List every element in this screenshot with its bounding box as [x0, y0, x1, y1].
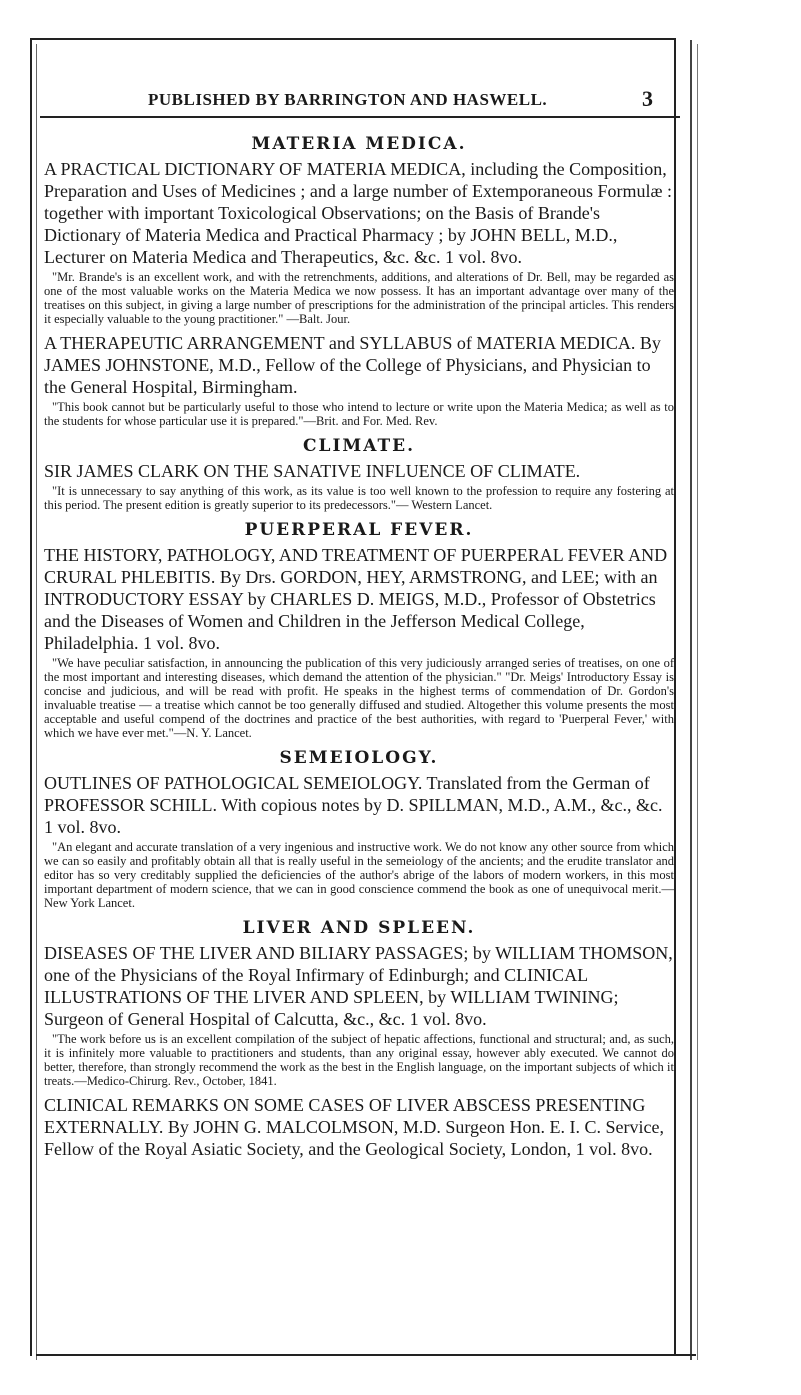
section-heading: MATERIA MEDICA. [251, 134, 467, 154]
book-review: "It is unnecessary to say anything of this work, as its value is too well known to the profession to require any fostering at this period. The present edition is greatly superior to its predecessors."— Western Lancet. [44, 484, 674, 512]
book-review: "This book cannot but be particularly useful to those who intend to lecture or write upon the Materia Medica; as well as to the students for whose particular use it is prepared."—Brit. and For. Med. Rev. [44, 400, 674, 428]
book-entry: CLINICAL REMARKS ON SOME CASES OF LIVER ABSCESS PRESENTING EXTERNALLY. By JOHN G. MALCOLMSON, M.D. Surgeon Hon. E. I. C. Service, Fellow of the Royal Asiatic Society, and the Geological Society, London, 1 vol. 8vo. [44, 1095, 665, 1159]
section-semeiology [44, 748, 674, 910]
book-entry: DISEASES OF THE LIVER AND BILIARY PASSAGES; by WILLIAM THOMSON, one of the Physicians of the Royal Infirmary of Edinburgh; and CLINICAL ILLUSTRATIONS OF THE LIVER AND SPLEEN, by WILLIAM TWINING; Surgeon of General Hospital of Calcutta, &c., &c. 1 vol. 8vo. [44, 943, 673, 1029]
book-review: "An elegant and accurate translation of a very ingenious and instructive work. We do not know any other source from which we can so easily and profitably obtain all that is really useful in the semeiology of the ancients; and the erudite translator and editor has so very creditably supplied the deficiencies of the author's abrige of the labors of modern workers, in this most important department of modern science, that we can in good conscience commend the book as one of unequivocal merit.—New York Lancet. [44, 840, 674, 910]
book-review: "The work before us is an excellent compilation of the subject of hepatic affections, functional and structural; and, as such, it is infinitely more valuable to practitioners and students, than any original essay, however ably executed. We cannot do better, therefore, than strongly recommend the work as the best in the English language, on the important subjects of which it treats.—Medico-Chirurg. Rev., October, 1841. [44, 1032, 674, 1088]
section-climate [44, 436, 674, 512]
publisher-line: PUBLISHED BY BARRINGTON AND HASWELL. [148, 90, 548, 109]
section-heading: SEMEIOLOGY. [279, 748, 439, 768]
catalogue-content [44, 126, 674, 1160]
book-entry: THE HISTORY, PATHOLOGY, AND TREATMENT OF PUERPERAL FEVER AND CRURAL PHLEBITIS. By Drs. GORDON, HEY, ARMSTRONG, and LEE; with an INTRODUCTORY ESSAY by CHARLES D. MEIGS, M.D., Professor of Obstetrics and the Diseases of Women and Children in the Jefferson Medical College, Philadelphia. 1 vol. 8vo. [44, 545, 668, 653]
page-number: 3 [642, 86, 654, 111]
right-border-inner [697, 44, 698, 1360]
section-materia-medica [44, 134, 674, 428]
section-heading: CLIMATE. [302, 436, 416, 456]
header-rule [40, 116, 680, 118]
book-entry: A THERAPEUTIC ARRANGEMENT and SYLLABUS of MATERIA MEDICA. By JAMES JOHNSTONE, M.D., Fellow of the College of Physicians, and Physician to the General Hospital, Birmingham. [44, 333, 661, 397]
right-border [690, 40, 692, 1360]
section-heading: LIVER AND SPLEEN. [242, 918, 476, 938]
bottom-border [36, 1354, 696, 1356]
book-review: "Mr. Brande's is an excellent work, and with the retrenchments, additions, and alterations of Dr. Bell, may be regarded as one of the most valuable works on the Materia Medica we now possess. It has an important advantage over many of the treatises on this subject, in giving a large number of prescriptions for the administration of the principal articles. This renders it especially valuable to the young practitioner." —Balt. Jour. [44, 270, 674, 326]
book-entry: A PRACTICAL DICTIONARY OF MATERIA MEDICA, including the Composition, Preparation and Uses of Medicines ; and a large number of Extemporaneous Formulæ : together with important Toxicological Observations; on the Basis of Brande's Dictionary of Materia Medica and Practical Pharmacy ; by JOHN BELL, M.D., Lecturer on Materia Medica and Therapeutics, &c. &c. 1 vol. 8vo. [44, 159, 673, 267]
book-entry: OUTLINES OF PATHOLOGICAL SEMEIOLOGY. Translated from the German of PROFESSOR SCHILL. With copious notes by D. SPILLMAN, M.D., A.M., &c., &c. 1 vol. 8vo. [44, 773, 663, 837]
section-heading: PUERPERAL FEVER. [244, 520, 474, 540]
section-liver-and-spleen [44, 918, 674, 1160]
section-puerperal-fever [44, 520, 674, 740]
book-review: "We have peculiar satisfaction, in announcing the publication of this very judiciously arranged series of treatises, on one of the most important and interesting diseases, which demand the attention of the physician." "Dr. Meigs' Introductory Essay is concise and judicious, and will be read with profit. He speaks in the highest terms of commendation of Dr. Gordon's invaluable treatise — a treatise which cannot be too generally diffused and studied. Altogether this volume presents the most acceptable and useful compend of the doctrines and practice of the best authorities, with regard to 'Puerperal Fever,' with which we have ever met."—N. Y. Lancet. [44, 656, 674, 740]
book-entry: SIR JAMES CLARK ON THE SANATIVE INFLUENCE OF CLIMATE. [44, 461, 581, 481]
left-border [36, 44, 37, 1360]
